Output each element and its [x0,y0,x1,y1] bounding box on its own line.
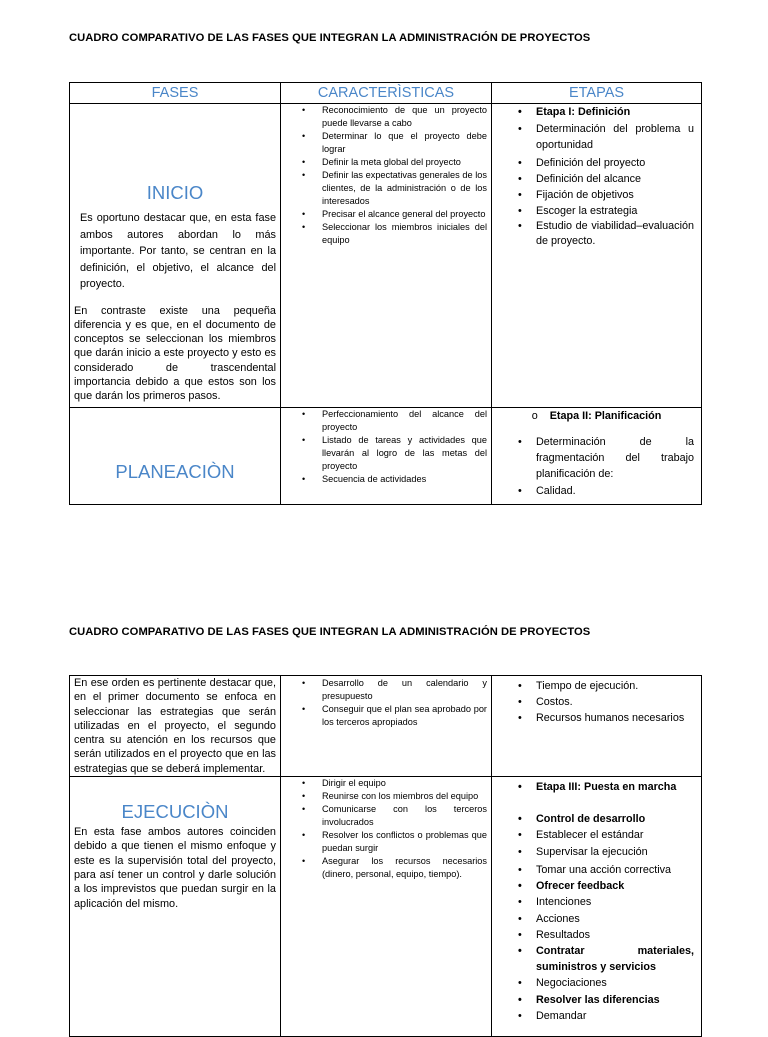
list-item: • Fijación de objetivos [492,187,701,203]
list-item: • Contratar materiales, suministros y servicios [492,943,701,975]
list-item: • Definición del alcance [492,171,701,187]
comparison-table-page-2 [69,675,702,1037]
list-item: • Tomar una acción correctiva [492,862,701,878]
list-item: • Reconocimiento de que un proyecto puede llevarse a cabo [281,104,491,130]
table-row-continuacion [70,676,702,777]
etapas-list-ejecucion [492,779,701,1024]
list-item: • Resultados [492,927,701,943]
list-item: • Dirigir el equipo [281,777,491,790]
header-fases: FASES [70,83,281,104]
list-item: • Resolver los conflictos o problemas que puedan surgir [281,829,491,855]
caracteristicas-list-planeacion [281,408,491,486]
continuacion-paragraph: En ese orden es pertinente destacar que, en el primer documento se enfoca en seleccionar las estrategias que serán utilizadas en el proyecto, el segundo centra su atención en los recursos que serán utilizados en el proyecto que en las estrategias que se deberá implementar. [74,677,276,775]
etapa-heading: • Etapa III: Puesta en marcha [492,779,701,795]
list-item: • Desarrollo de un calendario y presupuesto [281,677,491,703]
list-item: • Demandar [492,1008,701,1024]
list-item: • Supervisar la ejecución [492,844,701,860]
etapas-cell-continuacion [492,676,702,777]
header-caracteristicas: CARACTERÌSTICAS [281,83,492,104]
list-item: • Determinar lo que el proyecto debe lograr [281,130,491,156]
phase-title-ejecucion: EJECUCIÒN [121,801,229,823]
etapas-cell-planeacion [492,408,702,505]
list-item: • Estudio de viabilidad–evaluación de proyecto. [492,219,701,248]
phase-cell-inicio [70,104,281,408]
list-item: • Control de desarrollo [492,811,701,827]
caracteristicas-list-ejecucion [281,777,491,881]
list-item: • Definir las expectativas generales de los clientes, de la administración o de los interesados [281,169,491,208]
list-item: • Seleccionar los miembros iniciales del equipo [281,221,491,247]
inicio-paragraph-2: En contraste existe una pequeña diferencia y es que, en el documento de conceptos se seleccionan los miembros que darán inicio a este proyecto y esto es considerado de trascendental importancia debido a que estos son los que darán los primeros pasos. [74,304,276,403]
document-title: CUADRO COMPARATIVO DE LAS FASES QUE INTEGRAN LA ADMINISTRACIÓN DE PROYECTOS [69,626,591,638]
phase-cell-continuacion [70,676,281,777]
list-item: • Establecer el estándar [492,827,701,843]
caracteristicas-list-inicio [281,104,491,247]
document-title: CUADRO COMPARATIVO DE LAS FASES QUE INTEGRAN LA ADMINISTRACIÓN DE PROYECTOS [69,32,591,44]
list-item: • Costos. [492,694,701,710]
header-etapas: ETAPAS [492,83,702,104]
caracteristicas-cell-planeacion [281,408,492,505]
list-item: • Asegurar los recursos necesarios (dinero, personal, equipo, tiempo). [281,855,491,881]
list-item: • Tiempo de ejecución. [492,678,701,694]
table-header-row [70,83,702,104]
list-item: • Determinación del problema u oportunidad [492,121,701,153]
list-item: • Comunicarse con los terceros involucrados [281,803,491,829]
caracteristicas-list-continuacion [281,677,491,729]
ejecucion-paragraph: En esta fase ambos autores coinciden debido a que tienen el mismo enfoque y este es la supervisión total del proyecto, para así tener un control y darle solución a los imprevistos que puedan surgir en la aplicación del mismo. [74,826,276,910]
list-item: • Perfeccionamiento del alcance del proyecto [281,408,491,434]
list-item: • Secuencia de actividades [281,473,491,486]
list-item: • Definición del proyecto [492,155,701,171]
caracteristicas-cell-inicio [281,104,492,408]
list-item: • Escoger la estrategia [492,203,701,219]
phase-title-inicio: INICIO [146,182,204,203]
caracteristicas-cell-continuacion [281,676,492,777]
etapas-cell-ejecucion [492,777,702,1037]
etapa-heading-planeacion [492,410,701,422]
phase-title-planeacion: PLANEACIÒN [115,461,235,482]
etapa-marker: o [531,410,538,422]
etapas-list-continuacion [492,678,701,727]
inicio-paragraph-1: Es oportuno destacar que, en esta fase ambos autores abordan lo más importante. Por tanto, se centran en la definición, el objetivo, el alcance del proyecto. [80,212,276,290]
table-row-planeacion [70,408,702,505]
table-row-inicio [70,104,702,408]
list-item: • Ofrecer feedback [492,878,701,894]
list-item: • Acciones [492,911,701,927]
list-item: • Recursos humanos necesarios [492,710,701,726]
list-item: • Definir la meta global del proyecto [281,156,491,169]
list-item: • Intenciones [492,894,701,910]
table-row-ejecucion [70,777,702,1037]
list-item: • Listado de tareas y actividades que llevarán al logro de las metas del proyecto [281,434,491,473]
list-item: • Calidad. [492,483,701,499]
list-item: • Determinación de la fragmentación del trabajo planificación de: [492,434,701,483]
list-item: • Negociaciones [492,975,701,991]
list-item: • Conseguir que el plan sea aprobado por los terceros apropiados [281,703,491,729]
phase-cell-planeacion [70,408,281,505]
etapa-title: Etapa II: Planificación [549,410,662,422]
list-item: • Reunirse con los miembros del equipo [281,790,491,803]
comparison-table-page-1 [69,82,702,505]
phase-cell-ejecucion [70,777,281,1037]
etapa-heading: • Etapa I: Definición [492,104,701,120]
etapas-list-planeacion [492,434,701,499]
etapas-list-inicio [492,104,701,248]
list-item: • Precisar el alcance general del proyecto [281,208,491,221]
list-item: • Resolver las diferencias [492,992,701,1008]
etapas-cell-inicio [492,104,702,408]
caracteristicas-cell-ejecucion [281,777,492,1037]
